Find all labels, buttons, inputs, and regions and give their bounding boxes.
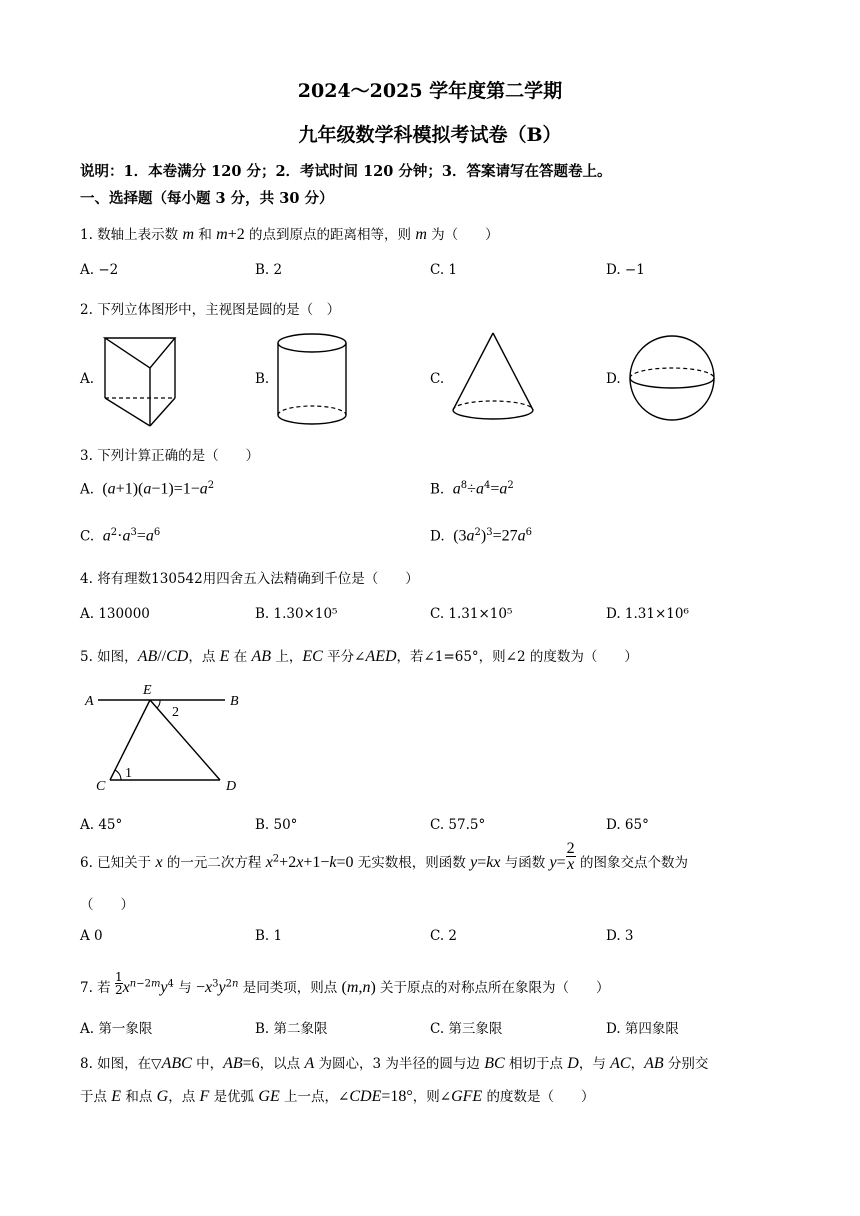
q2-option-d[interactable]: D. — [606, 371, 621, 387]
cone-figure — [445, 328, 545, 428]
label-a: A — [85, 694, 94, 709]
q5-option-d[interactable]: D. 65° — [606, 817, 649, 833]
question-8: 8. 如图，在▽ABC 中，AB=6，以点 A 为圆心，3 为半径的圆与边 BC 相切于点 D，与 AC，AB 分别交 — [80, 1055, 709, 1072]
q5-option-c[interactable]: C. 57.5° — [430, 817, 486, 833]
q6-option-b[interactable]: B. 1 — [255, 928, 283, 944]
question-7: 7. 若 $\frac{1}{2}$ $x^{n-2m}y^4$ 与 $-x^3y^{2n}$ 是同类项，则点 (m,n) 关于原点的对称点所在象限为（ ） — [80, 970, 610, 997]
instructions: 说明：1．本卷满分 120 分；2．考试时间 120 分钟；3．答案请写在答题卷上。 — [80, 163, 612, 180]
q3-option-d[interactable]: D. $(3a^2)^3=27a^6$ — [430, 527, 533, 545]
q5-geometry-figure — [80, 680, 260, 800]
question-1: 1. 数轴上表示数 m 和 m+2 的点到原点的距离相等，则 m 为（ ） — [80, 226, 499, 243]
q7-option-c[interactable]: C. 第三象限 — [430, 1021, 503, 1037]
question-6-continuation: （ ） — [80, 897, 134, 913]
q6-option-d[interactable]: D. 3 — [606, 928, 634, 944]
year-line: 2024～2025 学年度第二学期 — [297, 80, 563, 102]
sphere-figure — [628, 332, 723, 427]
q3-option-a[interactable]: A. $(a+1)(a-1)=1-a^2$ — [80, 480, 215, 498]
triangular-prism-figure — [95, 330, 205, 430]
question-2: 2. 下列立体图形中，主视图是圆的是（ ） — [80, 302, 341, 318]
q3-option-c[interactable]: C. $a^2\cdot a^3=a^6$ — [80, 527, 161, 545]
q6-option-a[interactable]: A 0 — [80, 928, 103, 944]
q1-option-d[interactable]: D. −1 — [606, 262, 645, 278]
q4-option-a[interactable]: A. 130000 — [80, 606, 150, 622]
q4-option-c[interactable]: C. 1.31×10⁵ — [430, 606, 513, 622]
exam-title: 九年级数学科模拟考试卷（B） — [298, 124, 562, 146]
q3-option-b[interactable]: B. $a^8\div a^4=a^2$ — [430, 480, 514, 498]
label-d: D — [226, 779, 237, 794]
question-3: 3. 下列计算正确的是（ ） — [80, 448, 260, 464]
question-8-continuation: 于点 E 和点 G，点 F 是优弧 GE 上一点，∠CDE=18°，则∠GFE 的度数是（ ） — [80, 1088, 595, 1105]
q1-option-b[interactable]: B. 2 — [255, 262, 283, 278]
q4-option-b[interactable]: B. 1.30×10⁵ — [255, 606, 338, 622]
question-4: 4. 将有理数130542用四舍五入法精确到千位是（ ） — [80, 571, 419, 587]
q1-option-c[interactable]: C. 1 — [430, 262, 458, 278]
label-angle-1: 1 — [125, 766, 132, 781]
question-5: 5. 如图，AB//CD，点 E 在 AB 上，EC 平分∠AED，若∠1=65°，则∠2 的度数为（ ） — [80, 648, 638, 665]
q4-option-d[interactable]: D. 1.31×10⁶ — [606, 606, 689, 622]
q1-option-a[interactable]: A. −2 — [80, 262, 119, 278]
label-e: E — [143, 683, 152, 698]
q6-option-c[interactable]: C. 2 — [430, 928, 458, 944]
q2-option-b[interactable]: B. — [255, 371, 270, 387]
section-one-heading: 一、选择题（每小题 3 分，共 30 分） — [80, 190, 334, 207]
label-angle-2: 2 — [172, 705, 179, 720]
q2-option-c[interactable]: C. — [430, 371, 445, 387]
question-6: 6. 已知关于 x 的一元二次方程 $x^2+2x+1-k=0$ 无实数根，则函数 y=kx 与函数 y= $\frac{2}{x}$ 的图象交点个数为 — [80, 840, 688, 873]
q7-option-a[interactable]: A. 第一象限 — [80, 1021, 153, 1037]
q5-option-a[interactable]: A. 45° — [80, 817, 123, 833]
q7-option-d[interactable]: D. 第四象限 — [606, 1021, 679, 1037]
q5-option-b[interactable]: B. 50° — [255, 817, 298, 833]
label-c: C — [96, 779, 106, 794]
q7-option-b[interactable]: B. 第二象限 — [255, 1021, 328, 1037]
label-b: B — [230, 694, 239, 709]
cylinder-figure — [270, 330, 360, 430]
q2-option-a[interactable]: A. — [80, 371, 95, 387]
